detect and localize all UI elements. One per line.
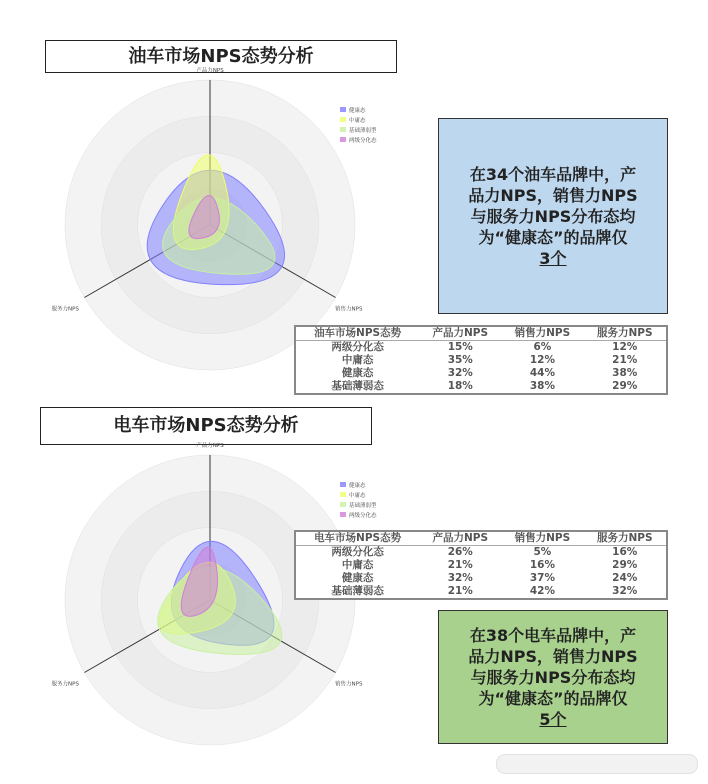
table-cell: 29% <box>612 559 638 571</box>
legend-label: 健康态 <box>349 108 366 114</box>
oil-market-summary-note <box>438 118 668 314</box>
table-cell: 37% <box>529 572 555 584</box>
table-cell: 38% <box>529 380 555 392</box>
table-cell: 21% <box>447 585 473 597</box>
table-row <box>295 380 667 394</box>
table-row <box>295 546 667 560</box>
table-cell: 35% <box>447 354 473 366</box>
table-cell: 26% <box>447 546 473 558</box>
table-header: 油车市场NPS态势 <box>295 326 419 341</box>
radar-axis-label: 销售力NPS <box>335 681 363 688</box>
table-cell: 两级分化态 <box>331 341 384 353</box>
note-line: 在38个电车品牌中，产 <box>469 625 637 645</box>
ev-market-radar-chart <box>51 443 390 750</box>
table-cell: 44% <box>529 367 555 379</box>
ev-market-summary-note <box>438 610 668 744</box>
legend-label: 中庸态 <box>349 118 366 124</box>
legend-swatch <box>340 127 346 132</box>
legend-swatch <box>340 107 346 112</box>
legend-swatch <box>340 502 346 507</box>
note-line: 为“健康态”的品牌仅 <box>478 688 628 708</box>
radar-axis-label: 服务力NPS <box>51 681 79 688</box>
radar-axis-label: 产品力NPS <box>196 443 224 449</box>
legend-swatch <box>340 482 346 487</box>
table-cell: 5% <box>533 546 552 558</box>
table-cell: 两级分化态 <box>331 546 384 558</box>
legend-swatch <box>340 117 346 122</box>
table-cell: 12% <box>612 341 638 353</box>
legend-swatch <box>340 492 346 497</box>
table-row <box>295 559 667 572</box>
note-line: 在34个油车品牌中，产 <box>469 164 637 184</box>
table-cell: 21% <box>612 354 638 366</box>
legend-swatch <box>340 137 346 142</box>
radar-axis-label: 服务力NPS <box>51 306 79 313</box>
legend-label: 两级分化态 <box>349 138 377 144</box>
table-cell: 6% <box>533 341 552 353</box>
table-cell: 38% <box>612 367 638 379</box>
oil-market-title: 油车市场NPS态势分析 <box>45 40 397 73</box>
legend-swatch <box>340 512 346 517</box>
note-line: 品力NPS，销售力NPS <box>468 646 638 666</box>
legend-label: 两级分化态 <box>349 513 377 519</box>
ev-market-title: 电车市场NPS态势分析 <box>40 407 372 445</box>
note-highlight-count: 3个 <box>539 248 567 268</box>
table-cell: 中庸态 <box>341 559 374 571</box>
radar-axis-label: 销售力NPS <box>335 306 363 313</box>
table-header-row <box>295 326 667 341</box>
note-line: 与服务力NPS分布态均 <box>470 667 636 687</box>
table-row <box>295 367 667 380</box>
table-cell: 32% <box>447 572 473 584</box>
table-cell: 中庸态 <box>341 354 374 366</box>
oil-market-nps-table <box>294 325 668 395</box>
ev-market-nps-table <box>294 530 668 600</box>
table-cell: 健康态 <box>341 572 374 584</box>
table-header: 产品力NPS <box>419 326 501 341</box>
table-cell: 基础薄弱态 <box>331 585 384 597</box>
legend-label: 基础薄弱型 <box>349 128 377 134</box>
watermark <box>496 754 698 774</box>
table-row <box>295 341 667 355</box>
table-cell: 15% <box>447 341 473 353</box>
table-cell: 健康态 <box>341 367 374 379</box>
table-header: 服务力NPS <box>584 531 668 546</box>
table-header: 服务力NPS <box>584 326 668 341</box>
legend-label: 健康态 <box>349 483 366 489</box>
legend-label: 基础薄弱型 <box>349 503 377 509</box>
note-line: 为“健康态”的品牌仅 <box>478 227 628 247</box>
note-highlight-count: 5个 <box>539 709 567 729</box>
table-row <box>295 585 667 599</box>
table-header: 产品力NPS <box>419 531 501 546</box>
table-cell: 21% <box>447 559 473 571</box>
table-cell: 29% <box>612 380 638 392</box>
table-cell: 基础薄弱态 <box>331 380 384 392</box>
table-header: 电车市场NPS态势 <box>295 531 419 546</box>
radar-axis-label: 产品力NPS <box>196 68 224 74</box>
note-line: 与服务力NPS分布态均 <box>470 206 636 226</box>
table-cell: 32% <box>612 585 638 597</box>
table-cell: 16% <box>612 546 638 558</box>
table-cell: 16% <box>529 559 555 571</box>
table-header-row <box>295 531 667 546</box>
table-row <box>295 354 667 367</box>
table-cell: 32% <box>447 367 473 379</box>
legend-label: 中庸态 <box>349 493 366 499</box>
table-header: 销售力NPS <box>501 326 583 341</box>
table-cell: 42% <box>529 585 555 597</box>
table-cell: 24% <box>612 572 638 584</box>
table-cell: 12% <box>529 354 555 366</box>
table-cell: 18% <box>447 380 473 392</box>
note-line: 品力NPS，销售力NPS <box>468 185 638 205</box>
table-header: 销售力NPS <box>501 531 583 546</box>
table-row <box>295 572 667 585</box>
